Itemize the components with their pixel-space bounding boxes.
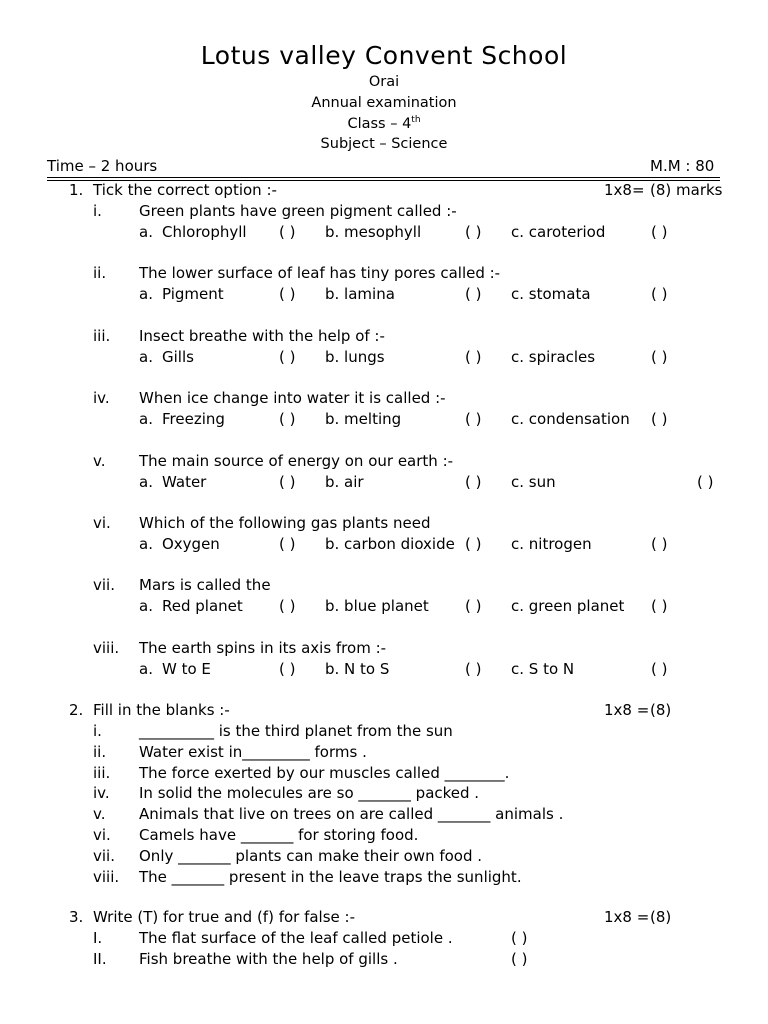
option-a-marker: a. xyxy=(139,473,153,491)
question-marks: (8) xyxy=(650,701,672,719)
question-title: Write (T) for true and (f) for false :- xyxy=(93,908,356,926)
maximum-marks: M.M : 80 xyxy=(650,157,715,175)
option-a-tick-box: ( ) xyxy=(279,473,296,491)
question-item-text: Which of the following gas plants need xyxy=(139,514,431,532)
question-item-number: iv. xyxy=(93,389,110,407)
question-number: 3. xyxy=(69,908,84,926)
option-b: b. N to S xyxy=(325,660,390,678)
question-item-number: vi. xyxy=(93,514,111,532)
question-item-text: Mars is called the xyxy=(139,576,271,594)
option-a-tick-box: ( ) xyxy=(279,285,296,303)
question-marks: (8) marks xyxy=(650,181,723,199)
marks-calculation: 1x8 = xyxy=(604,908,650,926)
question-item-number: i. xyxy=(93,202,102,220)
option-a: Freezing xyxy=(162,410,225,428)
true-false-item-number: II. xyxy=(93,950,107,968)
option-a-marker: a. xyxy=(139,660,153,678)
question-title: Tick the correct option :- xyxy=(93,181,277,199)
blank-item-number: ii. xyxy=(93,742,107,761)
question-item-text: Insect breathe with the help of :- xyxy=(139,327,385,345)
blank-item-number: iii. xyxy=(93,763,111,782)
blank-item-text: __________ is the third planet from the sun xyxy=(139,722,453,740)
school-name: Lotus valley Convent School xyxy=(200,41,568,70)
option-b: b. lungs xyxy=(325,348,385,366)
option-a: Red planet xyxy=(162,597,243,615)
option-b-tick-box: ( ) xyxy=(465,348,482,366)
option-a-tick-box: ( ) xyxy=(279,597,296,615)
blank-item-text: Camels have _______ for storing food. xyxy=(139,826,419,844)
question-item-text: Green plants have green pigment called :- xyxy=(139,202,457,220)
option-a-tick-box: ( ) xyxy=(279,348,296,366)
question-item-text: The lower surface of leaf has tiny pores called :- xyxy=(139,264,501,282)
question-title: Fill in the blanks :- xyxy=(93,701,230,719)
option-a-tick-box: ( ) xyxy=(279,660,296,678)
blank-item-text: In solid the molecules are so _______ packed . xyxy=(139,784,480,803)
option-a-marker: a. xyxy=(139,285,153,303)
option-b: b. mesophyll xyxy=(325,223,422,241)
option-c: c. stomata xyxy=(511,285,591,303)
option-c-tick-box: ( ) xyxy=(651,535,668,553)
option-b: b. lamina xyxy=(325,285,395,303)
option-a-marker: a. xyxy=(139,597,153,615)
true-false-item-number: I. xyxy=(93,929,103,947)
question-number: 1. xyxy=(69,181,84,199)
option-a: Oxygen xyxy=(162,535,220,553)
question-item-number: vii. xyxy=(93,576,115,594)
option-a: Gills xyxy=(162,348,194,366)
blank-item-text: Animals that live on trees on are called _______ animals . xyxy=(139,805,564,824)
question-item-number: ii. xyxy=(93,264,107,282)
blank-item-number: vii. xyxy=(93,846,115,865)
question-item-number: v. xyxy=(93,452,106,470)
option-c-tick-box: ( ) xyxy=(697,473,714,491)
question-item-number: iii. xyxy=(93,327,111,345)
blank-item-number: v. xyxy=(93,805,106,824)
option-a: W to E xyxy=(162,660,211,678)
school-place: Orai xyxy=(368,74,400,90)
class-suffix: th xyxy=(411,115,421,125)
option-a-tick-box: ( ) xyxy=(279,410,296,428)
option-c: c. nitrogen xyxy=(511,535,592,553)
class-label: Class – 4 xyxy=(347,115,412,132)
option-a: Chlorophyll xyxy=(162,223,247,241)
option-a-marker: a. xyxy=(139,535,153,553)
time-allowed: Time – 2 hours xyxy=(47,157,158,175)
question-number: 2. xyxy=(69,701,84,719)
true-false-answer-box: ( ) xyxy=(511,950,528,968)
marks-calculation: 1x8 = xyxy=(604,701,650,719)
option-c-tick-box: ( ) xyxy=(651,597,668,615)
option-b-tick-box: ( ) xyxy=(465,597,482,615)
option-a: Pigment xyxy=(162,285,224,303)
question-item-text: The main source of energy on our earth :- xyxy=(139,452,454,470)
option-c-tick-box: ( ) xyxy=(651,660,668,678)
blank-item-number: iv. xyxy=(93,784,110,803)
option-c: c. caroteriod xyxy=(511,223,606,241)
option-a-marker: a. xyxy=(139,223,153,241)
option-b: b. melting xyxy=(325,410,402,428)
option-a-tick-box: ( ) xyxy=(279,223,296,241)
class-line xyxy=(0,115,768,132)
option-c: c. green planet xyxy=(511,597,625,615)
true-false-item-text: Fish breathe with the help of gills . xyxy=(139,950,398,968)
blank-item-text: The force exerted by our muscles called ________. xyxy=(139,763,510,782)
blank-item-number: viii. xyxy=(93,867,120,886)
question-item-text: The earth spins in its axis from :- xyxy=(139,639,387,657)
option-b-tick-box: ( ) xyxy=(465,410,482,428)
blank-item-text: The _______ present in the leave traps the sunlight. xyxy=(139,867,522,886)
option-c: c. condensation xyxy=(511,410,630,428)
blank-item-text: Water exist in_________ forms . xyxy=(139,742,367,761)
option-c-tick-box: ( ) xyxy=(651,285,668,303)
question-item-number: viii. xyxy=(93,639,120,657)
question-item-text: When ice change into water it is called :- xyxy=(139,389,446,407)
exam-name: Annual examination xyxy=(311,95,457,111)
option-c: c. S to N xyxy=(511,660,575,678)
option-b: b. blue planet xyxy=(325,597,429,615)
option-c-tick-box: ( ) xyxy=(651,223,668,241)
option-b-tick-box: ( ) xyxy=(465,535,482,553)
option-b-tick-box: ( ) xyxy=(465,223,482,241)
blank-item-text: Only _______ plants can make their own food . xyxy=(139,846,483,865)
option-a-marker: a. xyxy=(139,410,153,428)
marks-calculation: 1x8= xyxy=(604,181,645,199)
option-c-tick-box: ( ) xyxy=(651,410,668,428)
option-c: c. sun xyxy=(511,473,556,491)
option-b-tick-box: ( ) xyxy=(465,660,482,678)
blank-item-number: i. xyxy=(93,722,102,740)
option-c-tick-box: ( ) xyxy=(651,348,668,366)
option-b-tick-box: ( ) xyxy=(465,473,482,491)
subject-line: Subject – Science xyxy=(320,136,448,152)
option-c: c. spiracles xyxy=(511,348,596,366)
header-rule-top xyxy=(47,177,720,178)
true-false-item-text: The flat surface of the leaf called petiole . xyxy=(139,929,453,947)
option-a-marker: a. xyxy=(139,348,153,366)
option-b: b. air xyxy=(325,473,364,491)
option-b-tick-box: ( ) xyxy=(465,285,482,303)
option-a-tick-box: ( ) xyxy=(279,535,296,553)
option-b: b. carbon dioxide xyxy=(325,535,455,553)
true-false-answer-box: ( ) xyxy=(511,929,528,947)
blank-item-number: vi. xyxy=(93,826,111,844)
question-marks: (8) xyxy=(650,908,672,926)
option-a: Water xyxy=(162,473,207,491)
